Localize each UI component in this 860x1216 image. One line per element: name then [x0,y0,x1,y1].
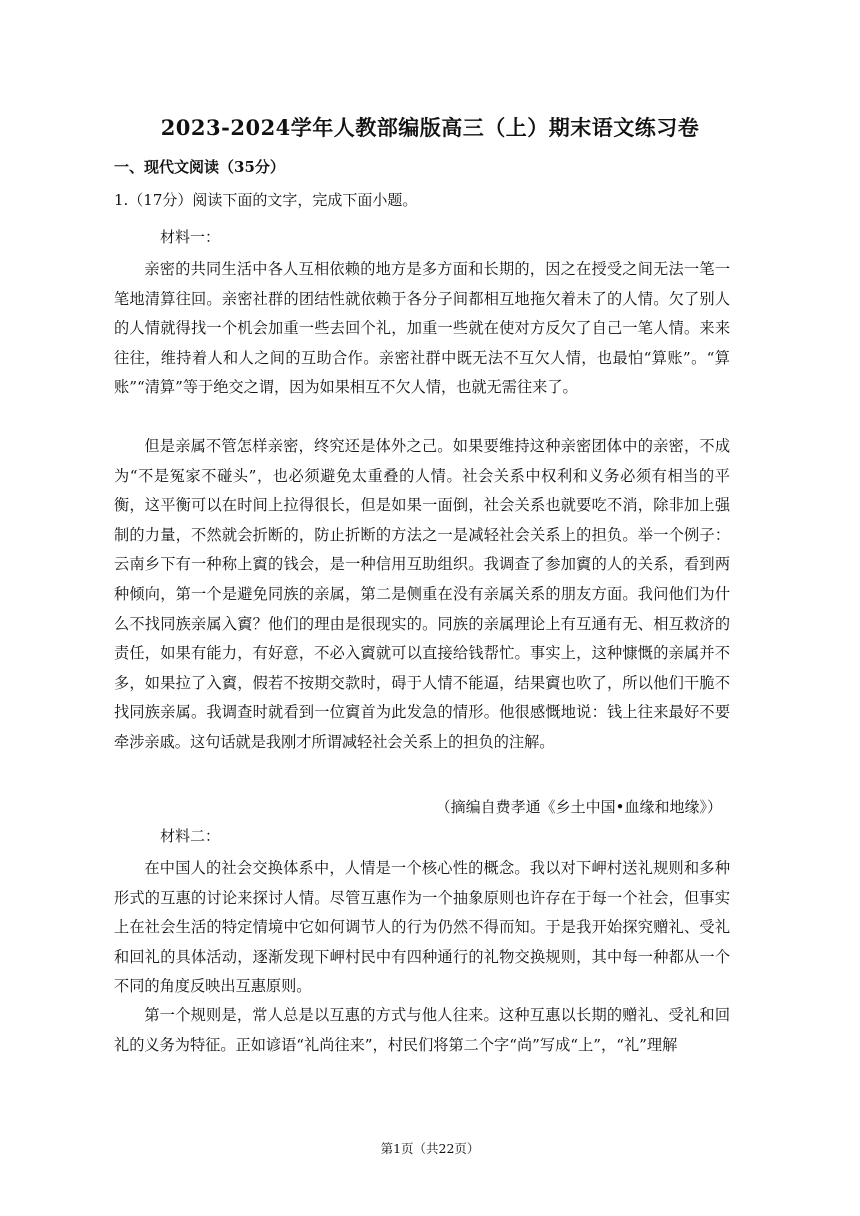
section-heading: 一、现代文阅读（35分） [114,158,285,176]
material2-paragraph-2: 第一个规则是，常人总是以互惠的方式与他人往来。这种互惠以长期的赠礼、受礼和回礼的义务为特征。正如谚语“礼尚往来”，村民们将第二个字“尚”写成“上”，“礼”理解 [114,1006,730,1054]
material1-label: 材料一： [160,228,221,246]
question-intro: 1.（17分）阅读下面的文字，完成下面小题。 [114,191,418,209]
material1-paragraph-2: 但是亲属不管怎样亲密，终究还是体外之己。如果要维持这种亲密团体中的亲密，不成为“不是冤家不碰头”，也必须避免太重叠的人情。社会关系中权利和义务必须有相当的平衡，这平衡可以在时间上拉得很长，但是如果一面倒，社会关系也就要吃不消，除非加上强制的力量，不然就会折断的，防止折断的方法之一是减轻社会关系上的担负。举一个例子：云南乡下有一种称上賨的钱会，是一种信用互助组织。我调查了参加賨的人的关系，看到两种倾向，第一个是避免同族的亲属，第二是侧重在没有亲属关系的朋友方面。我问他们为什么不找同族亲属入賨？他们的理由是很现实的。同族的亲属理论上有互通有无、相互救济的责任，如果有能力，有好意，不必入賨就可以直接给钱帮忙。事实上，这种慷慨的亲属并不多，如果拉了入賨，假若不按期交款时，碍于人情不能逼，结果賨也吹了，所以他们干脆不找同族亲属。我调查时就看到一位賨首为此发急的情形。他很感慨地说：钱上往来最好不要牵涉亲戚。这句话就是我刚才所谓减轻社会关系上的担负的注解。 [114,437,730,751]
material1-paragraph-1: 亲密的共同生活中各人互相依赖的地方是多方面和长期的，因之在授受之间无法一笔一笔地清算往回。亲密社群的团结性就依赖于各分子间都相互地拖欠着未了的人情。欠了别人的人情就得找一个机会加重一些去回个礼，加重一些就在使对方反欠了自己一笔人情。来来往往，维持着人和人之间的互助合作。亲密社群中既无法不互欠人情，也最怕“算账”。“算账”“清算”等于绝交之谓，因为如果相互不欠人情，也就无需往来了。 [114,260,730,397]
material1-citation: （摘编自费孝通《乡土中国•血缘和地缘》） [435,798,722,816]
material2-paragraph-1: 在中国人的社会交换体系中，人情是一个核心性的概念。我以对下岬村送礼规则和多种形式的互惠的讨论来探讨人情。尽管互惠作为一个抽象原则也许存在于每一个社会，但事实上在社会生活的特定情境中它如何调节人的行为仍然不得而知。于是我开始探究赠礼、受礼和回礼的具体活动，逐渐发现下岬村民中有四种通行的礼物交换规则，其中每一种都从一个不同的角度反映出互惠原则。 [114,859,730,996]
page-title: 2023-2024学年人教部编版高三（上）期末语文练习卷 [160,115,700,140]
material2-label: 材料二： [160,827,221,845]
page-footer: 第1页（共22页） [380,1141,480,1156]
